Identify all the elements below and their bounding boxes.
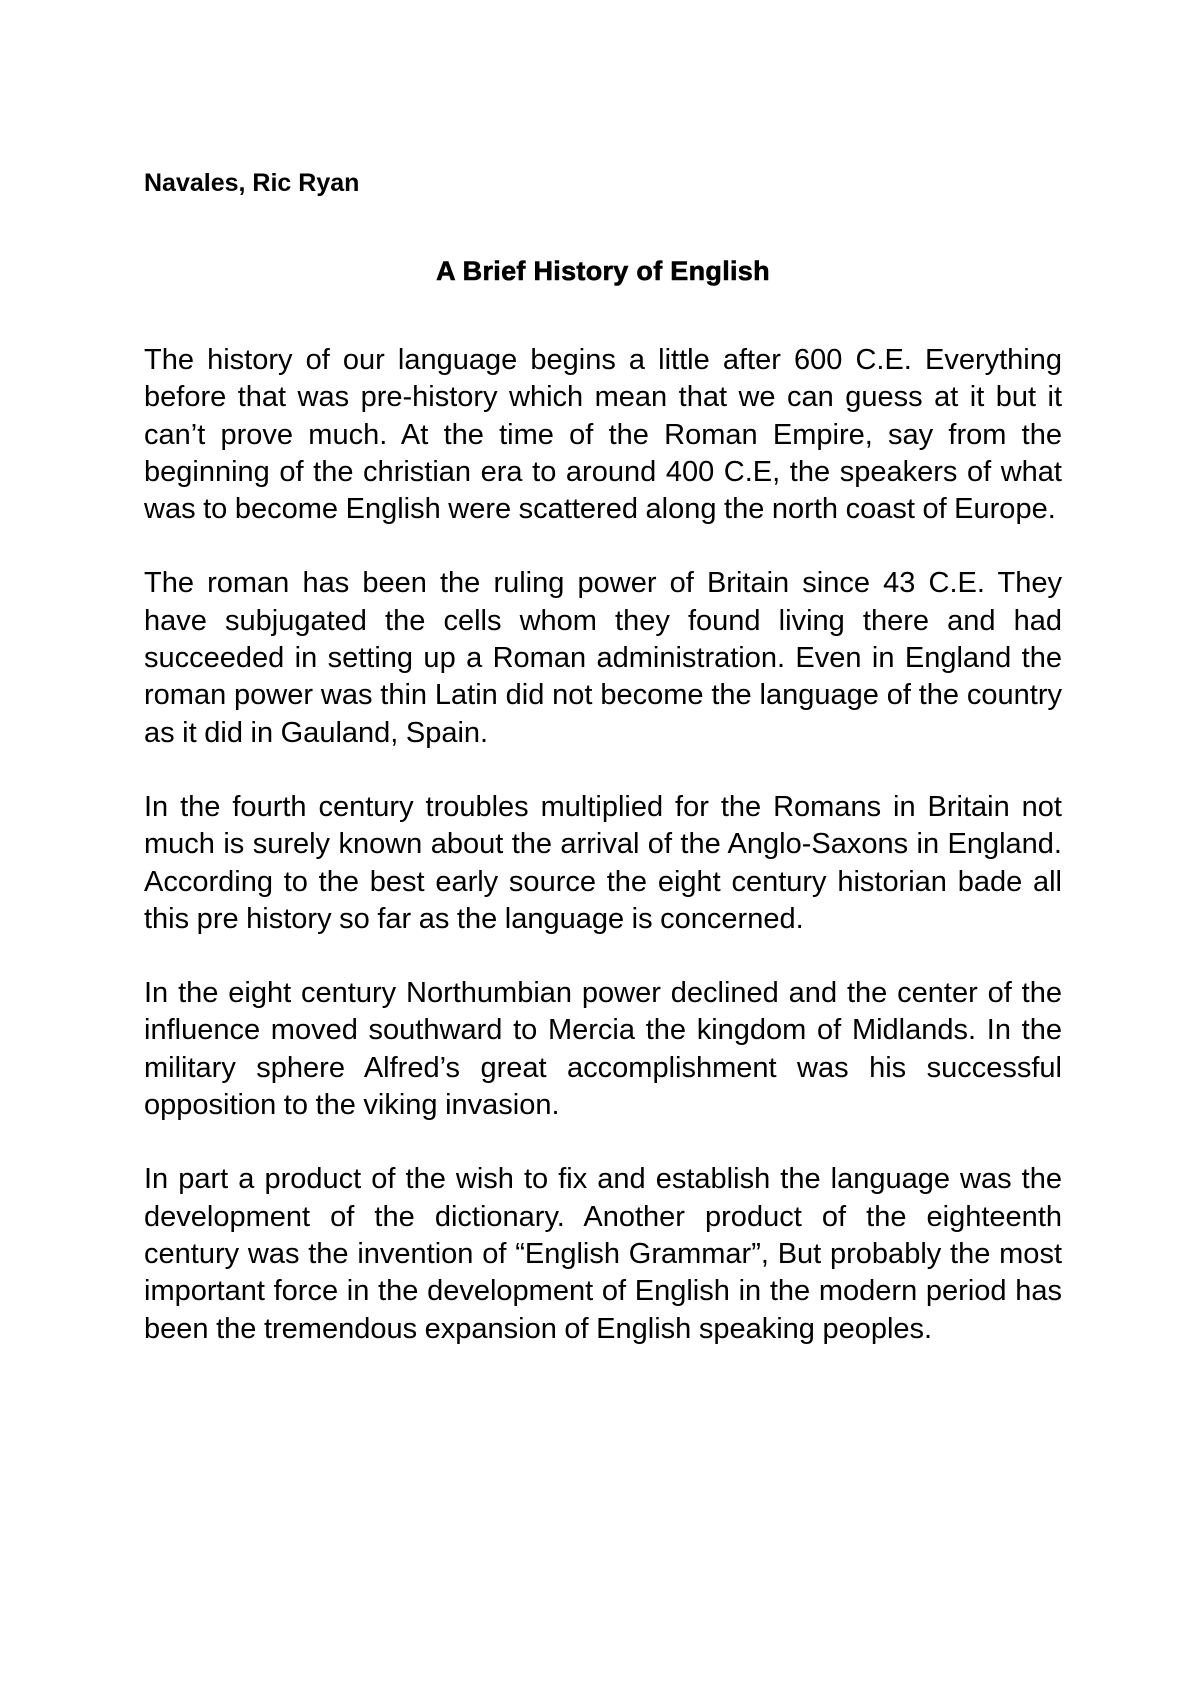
author-name: Navales, Ric Ryan: [144, 169, 360, 197]
paragraph-1: The history of our language begins a little after 600 C.E. Everything before that was pre-history which mean that we can guess at it but it can’t prove much. At the time of the Roman Empire, say from the beginning of the christian era to around 400 C.E, the speakers of what was to become English were scattered along the north coast of Europe.: [144, 344, 1062, 526]
paragraph-5: In part a product of the wish to fix and establish the language was the development of the dictionary. Another product of the eighteenth century was the invention of “English Grammar”, But probably the most important force in the development of English in the modern period has been the tremendous expansion of English speaking peoples.: [144, 1163, 1062, 1345]
paragraph-4: In the eight century Northumbian power declined and the center of the influence moved southward to Mercia the kingdom of Midlands. In the military sphere Alfred’s great accomplishment was his successful opposition to the viking invasion.: [144, 977, 1062, 1122]
paragraph-3: In the fourth century troubles multiplied for the Romans in Britain not much is surely known about the arrival of the Anglo-Saxons in England. According to the best early source the eight century historian bade all this pre history so far as the language is concerned.: [144, 790, 1062, 935]
document-body: [144, 342, 1062, 1385]
paragraph-2: The roman has been the ruling power of Britain since 43 C.E. They have subjugated the cells whom they found living there and had succeeded in setting up a Roman administration. Even in England the roman power was thin Latin did not become the language of the country as it did in Gauland, Spain.: [144, 567, 1062, 749]
document-title: A Brief History of English: [436, 256, 770, 286]
